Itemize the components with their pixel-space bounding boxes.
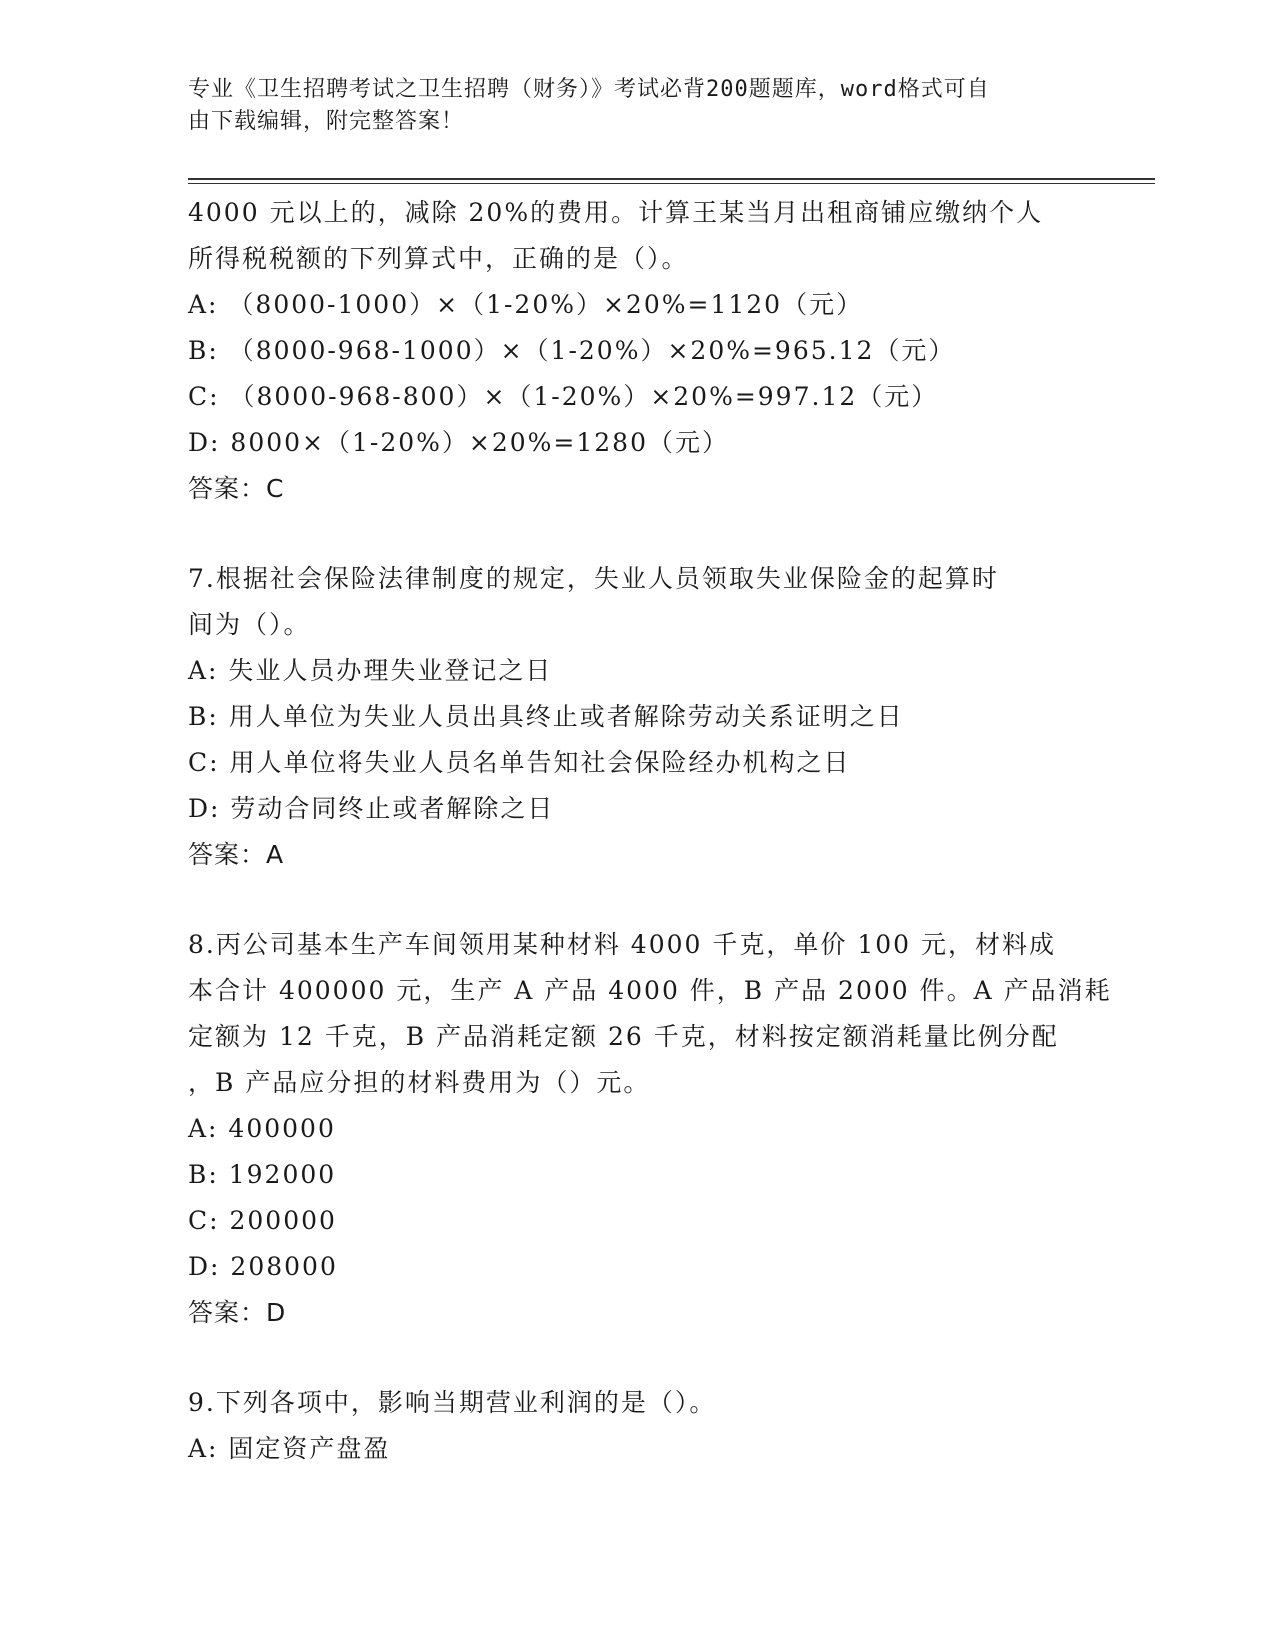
- question-stem: 间为（）。: [188, 610, 311, 639]
- option-a: A: 固定资产盘盈: [188, 1434, 391, 1463]
- option-c: C: （8000-968-800）×（1-20%）×20%=997.12（元）: [188, 382, 939, 411]
- option-b: B: 用人单位为失业人员出具终止或者解除劳动关系证明之日: [188, 702, 904, 731]
- question-stem: 本合计 400000 元，生产 A 产品 4000 件，B 产品 2000 件。A 产品消耗: [188, 976, 1112, 1005]
- option-b: B: （8000-968-1000）×（1-20%）×20%=965.12（元）: [188, 336, 956, 365]
- option-d: D: 劳动合同终止或者解除之日: [188, 794, 555, 823]
- header-line-1: 专业《卫生招聘考试之卫生招聘（财务）》考试必背200题题库，word格式可自: [188, 77, 990, 102]
- option-d: D: 208000: [188, 1252, 338, 1281]
- answer: 答案：C: [188, 474, 285, 503]
- document-body: [188, 190, 1112, 1472]
- question-stem: 所得税税额的下列算式中，正确的是（）。: [188, 244, 689, 273]
- answer: 答案：D: [188, 1298, 287, 1327]
- option-b: B: 192000: [188, 1160, 337, 1189]
- header-divider-thin: [188, 183, 1155, 184]
- question-stem: 4000 元以上的，减除 20%的费用。计算王某当月出租商铺应缴纳个人: [188, 198, 1044, 227]
- option-a: A: （8000-1000）×（1-20%）×20%=1120（元）: [188, 290, 864, 319]
- option-d: D: 8000×（1-20%）×20%=1280（元）: [188, 428, 729, 457]
- question-stem: 7.根据社会保险法律制度的规定，失业人员领取失业保险金的起算时: [188, 564, 999, 593]
- question-stem: 9.下列各项中，影响当期营业利润的是（）。: [188, 1388, 717, 1417]
- question-7: [188, 556, 1088, 878]
- question-stem: 8.丙公司基本生产车间领用某种材料 4000 千克，单价 100 元，材料成: [188, 930, 1056, 959]
- option-a: A: 失业人员办理失业登记之日: [188, 656, 553, 685]
- question-6: [188, 190, 1088, 512]
- question-stem: 定额为 12 千克，B 产品消耗定额 26 千克，材料按定额消耗量比例分配: [188, 1022, 1059, 1051]
- question-stem: ，B 产品应分担的材料费用为（）元。: [188, 1068, 651, 1097]
- question-8: [188, 922, 1112, 1336]
- option-c: C: 200000: [188, 1206, 337, 1235]
- document-header: [188, 74, 1088, 138]
- option-c: C: 用人单位将失业人员名单告知社会保险经办机构之日: [188, 748, 851, 777]
- header-divider: [188, 178, 1155, 180]
- header-line-2: 由下载编辑，附完整答案！: [188, 109, 465, 134]
- answer: 答案：A: [188, 840, 285, 869]
- question-9: [188, 1380, 1088, 1472]
- option-a: A: 400000: [188, 1114, 336, 1143]
